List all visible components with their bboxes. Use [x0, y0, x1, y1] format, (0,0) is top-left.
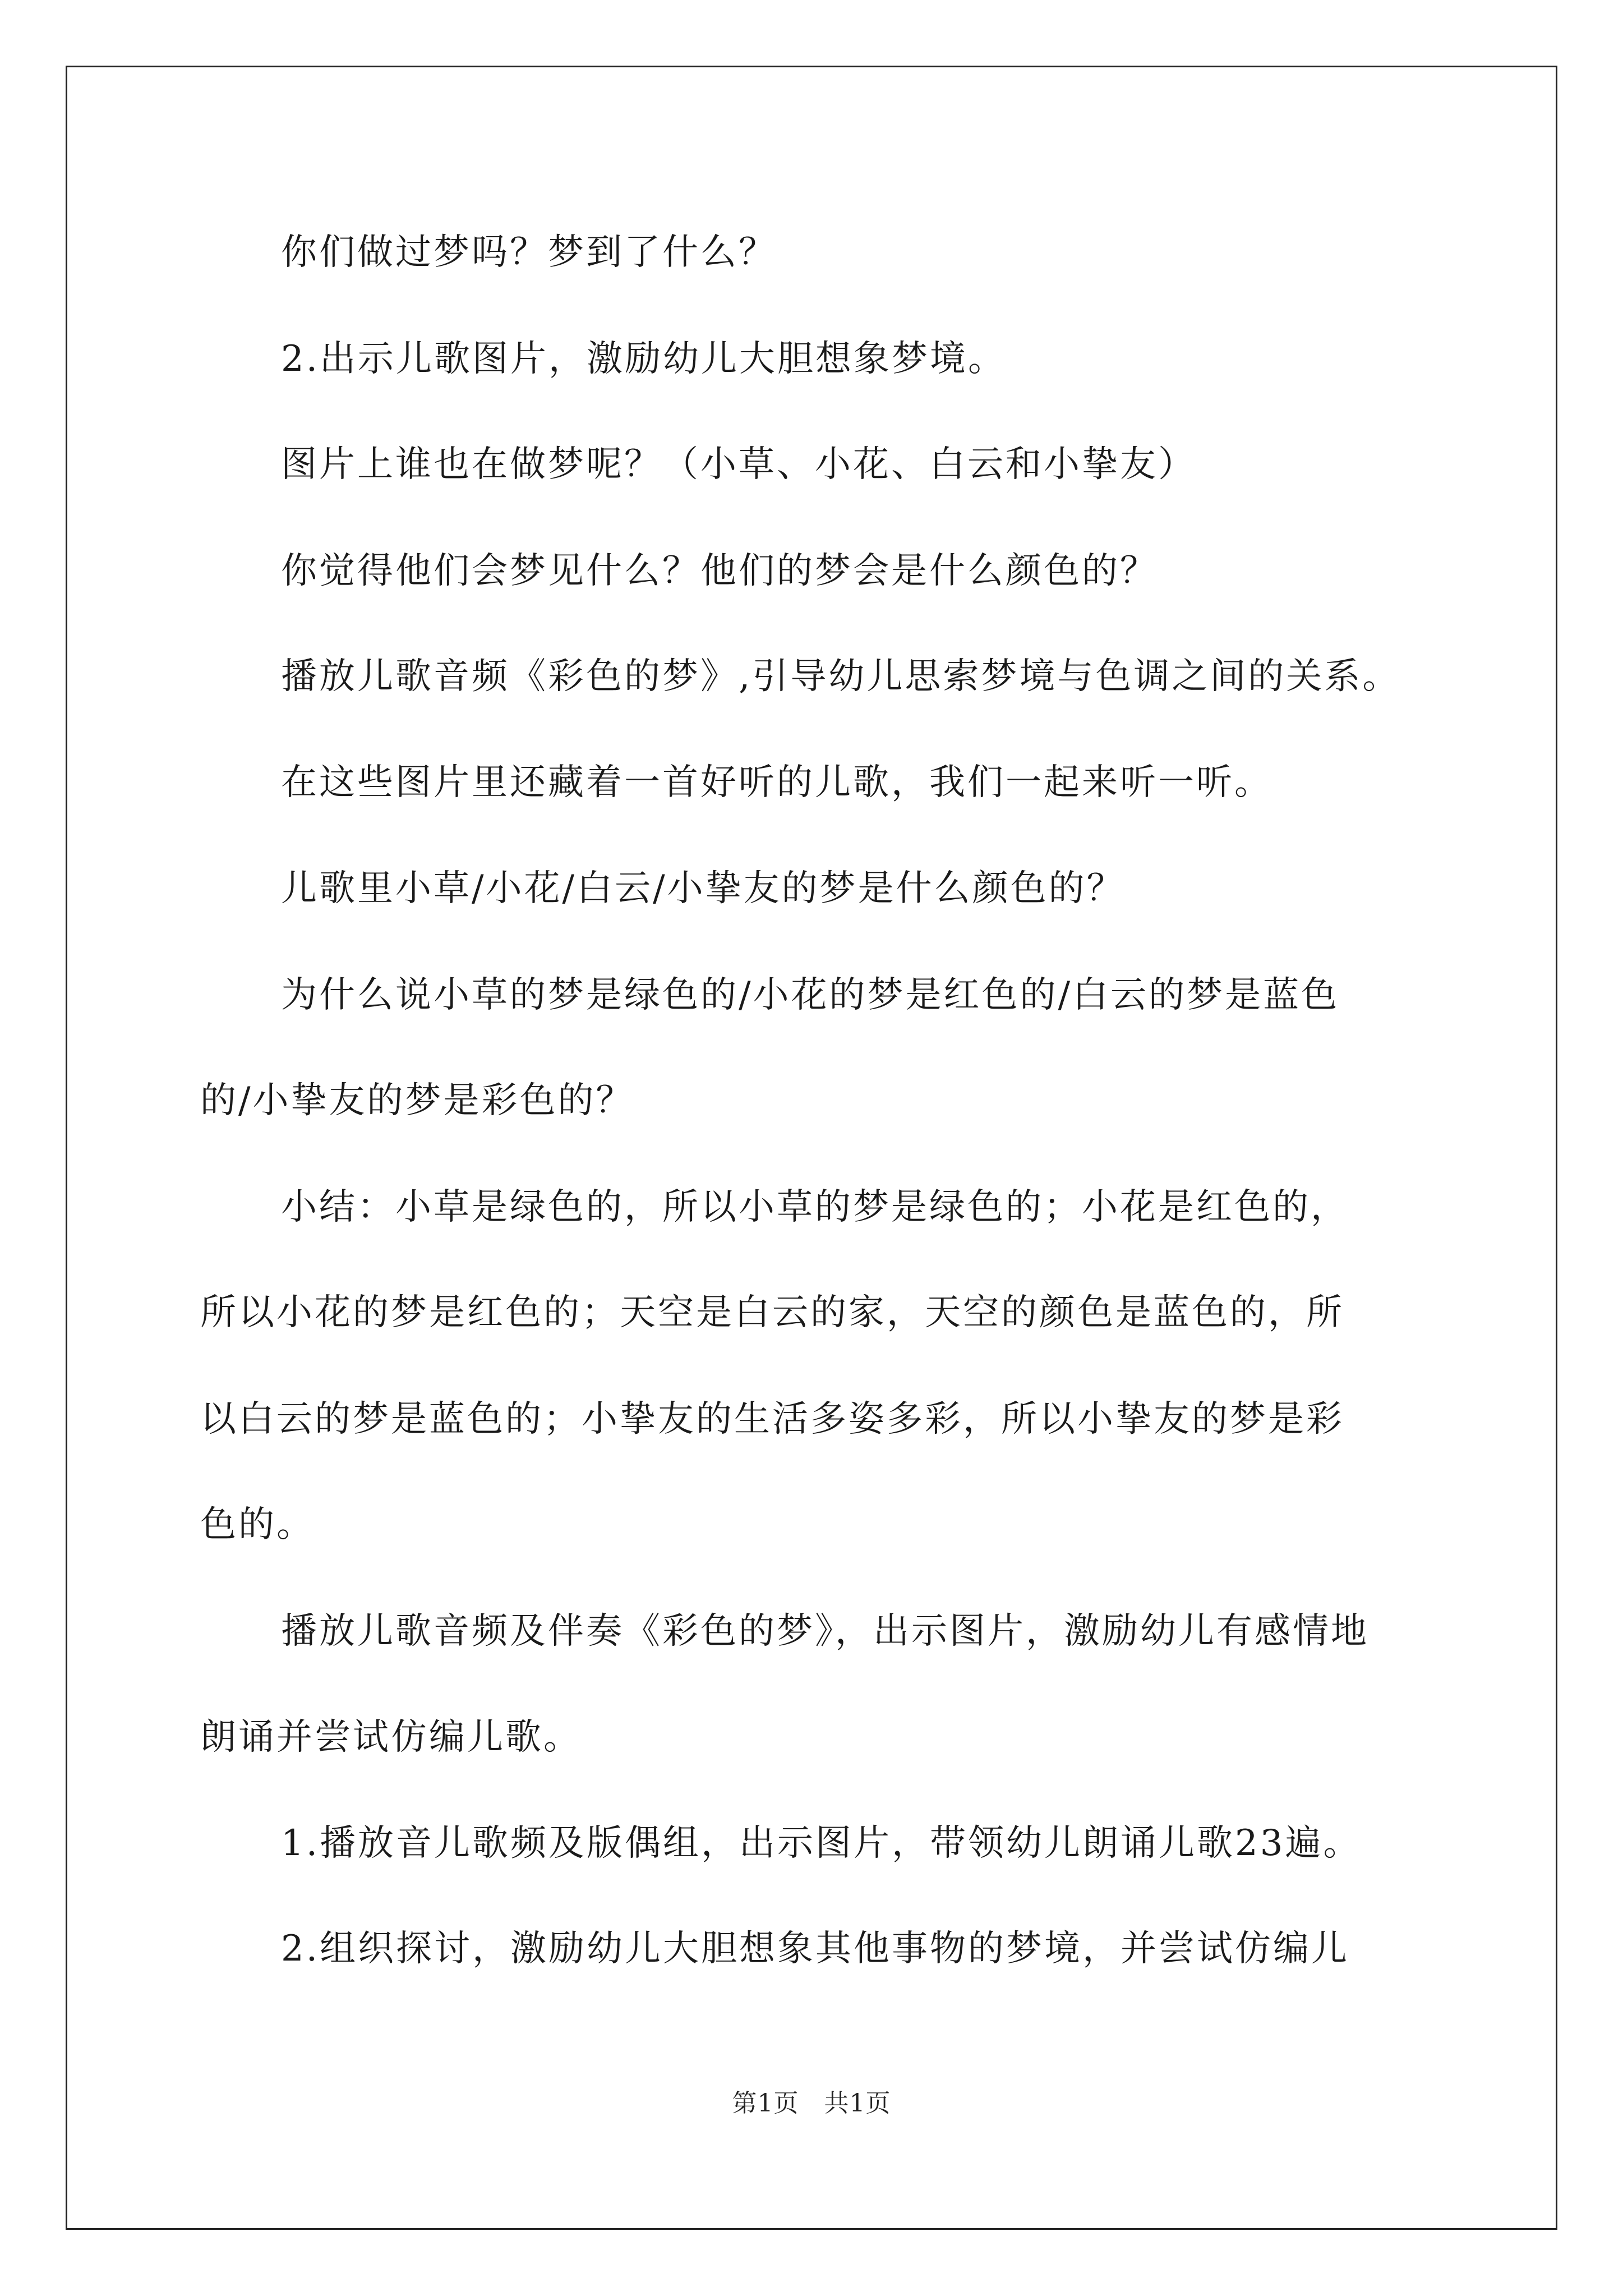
paragraph-line: 图片上谁也在做梦呢？（小草、小花、白云和小挚友） — [281, 444, 1196, 485]
paragraph-line: 1.播放音儿歌频及版偶组，出示图片，带领幼儿朗诵儿歌23遍。 — [281, 1823, 1362, 1864]
paragraph-line: 在这些图片里还藏着一首好听的儿歌，我们一起来听一听。 — [281, 762, 1272, 803]
paragraph-line: 你们做过梦吗？梦到了什么？ — [281, 232, 777, 273]
page-footer: 第1页 共1页 — [732, 2089, 891, 2118]
paragraph-line: 朗诵并尝试仿编儿歌。 — [200, 1717, 582, 1758]
paragraph-line: 色的。 — [200, 1504, 315, 1545]
paragraph-line: 儿歌里小草/小花/白云/小挚友的梦是什么颜色的？ — [281, 868, 1125, 909]
paragraph-line: 2.组织探讨，激励幼儿大胆想象其他事物的梦境，并尝试仿编儿 — [281, 1928, 1350, 1970]
paragraph-line: 为什么说小草的梦是绿色的/小花的梦是红色的/白云的梦是蓝色 — [281, 974, 1340, 1016]
paragraph-line: 播放儿歌音频及伴奏《彩色的梦》，出示图片，激励幼儿有感情地 — [281, 1611, 1369, 1652]
paragraph-line: 以白云的梦是蓝色的；小挚友的生活多姿多彩，所以小挚友的梦是彩 — [200, 1398, 1344, 1440]
paragraph-line: 的/小挚友的梦是彩色的？ — [200, 1080, 634, 1121]
paragraph-line: 小结：小草是绿色的，所以小草的梦是绿色的；小花是红色的， — [281, 1186, 1349, 1228]
paragraph-line: 你觉得他们会梦见什么？他们的梦会是什么颜色的？ — [281, 550, 1158, 592]
page-border — [66, 66, 1557, 2230]
paragraph-line: 2.出示儿歌图片，激励幼儿大胆想象梦境。 — [281, 338, 1007, 380]
paragraph-line: 播放儿歌音频《彩色的梦》,引导幼儿思索梦境与色调之间的关系。 — [281, 656, 1401, 697]
paragraph-line: 所以小花的梦是红色的；天空是白云的家，天空的颜色是蓝色的，所 — [200, 1292, 1344, 1333]
